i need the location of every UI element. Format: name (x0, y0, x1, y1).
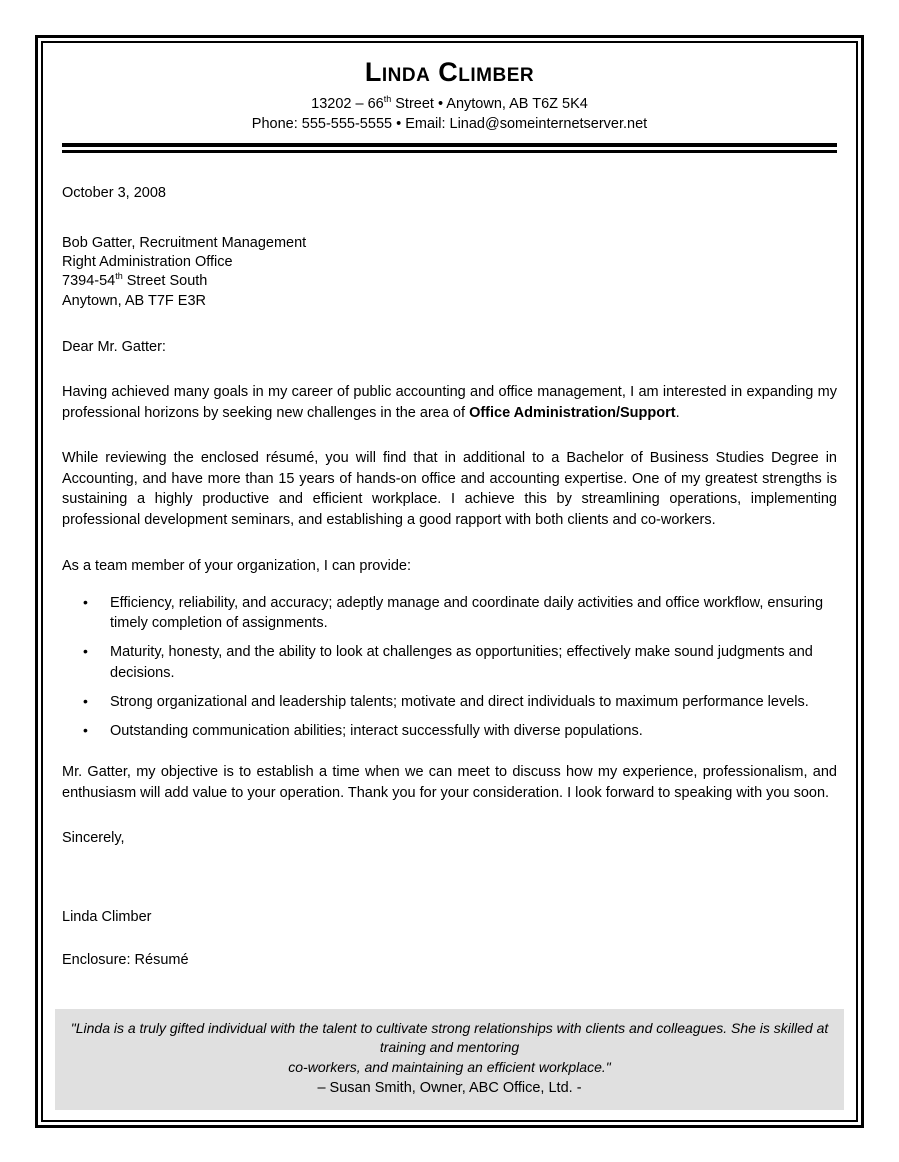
bullet-icon: • (83, 643, 88, 660)
letter-body (46, 183, 853, 971)
testimonial-quote-line-2: co-workers, and maintaining an efficient workplace." (288, 1059, 611, 1076)
paragraph-opening (62, 382, 837, 423)
complimentary-close: Sincerely, (62, 829, 125, 846)
bullet-icon: • (83, 593, 88, 610)
recipient-name-title: Bob Gatter, Recruitment Management (62, 235, 307, 252)
list-item (62, 642, 837, 683)
letter-date: October 3, 2008 (62, 184, 166, 201)
letterhead-divider (62, 143, 837, 153)
paragraph-closing: Mr. Gatter, my objective is to establish a time when we can meet to discuss how my experience, professionalism, and enthusiasm will add value to your operation. Thank you for your consideration. I look forward to speaking with you soon. (62, 764, 837, 802)
salutation: Dear Mr. Gatter: (62, 338, 166, 355)
bullet-icon: • (83, 722, 88, 739)
bullet-list-lead-in: As a team member of your organization, I can provide: (62, 558, 411, 575)
address-street-number: 13202 – 66 (311, 95, 384, 112)
list-item-text: Strong organizational and leadership talents; motivate and direct individuals to maximum performance levels. (110, 693, 809, 710)
list-item (62, 593, 837, 634)
enclosure-note: Enclosure: Résumé (62, 952, 189, 969)
letterhead (46, 46, 853, 135)
paragraph-qualifications: While reviewing the enclosed résumé, you will find that in additional to a Bachelor of Business Studies Degree in Accounting, and have more than 15 years of hands-on office and accounting expertise. One of my greatest strengths is sustaining a highly productive and efficient workplace. I achieve this by streamlining operations, implementing professional development seminars, and establishing a good rapport with both clients and co-workers. (62, 450, 837, 528)
list-item-text: Outstanding communication abilities; interact successfully with diverse populations. (110, 723, 643, 740)
list-item-text: Maturity, honesty, and the ability to look at challenges as opportunities; effectively make sound judgments and decisions. (110, 644, 813, 681)
recipient-organization: Right Administration Office (62, 254, 233, 271)
bullet-icon: • (83, 692, 88, 709)
letterhead-contact-line: Phone: 555-555-5555 • Email: Linad@someinternetserver.net (251, 116, 648, 133)
address-ordinal-suffix: th (383, 93, 392, 104)
page-title: Linda Climber (364, 57, 535, 87)
address-remainder: Street • Anytown, AB T6Z 5K4 (391, 95, 588, 112)
signature-name: Linda Climber (62, 908, 152, 925)
divider-rule-thin (62, 150, 837, 153)
list-item (62, 692, 837, 712)
paragraph-opening-text-before: Having achieved many goals in my career of public accounting and office management, I am interested in expanding my professional horizons by seeking new challenges in the area of (62, 383, 837, 421)
recipient-ordinal-suffix: th (115, 271, 123, 282)
list-item-text: Efficiency, reliability, and accuracy; adeptly manage and coordinate daily activities and office workflow, ensuring timely completion of assignments. (110, 594, 824, 631)
recipient-street-remainder: Street South (122, 273, 208, 290)
qualifications-bullet-list (62, 593, 837, 742)
recipient-city-line: Anytown, AB T7F E3R (62, 292, 206, 309)
testimonial-quote-line-1: "Linda is a truly gifted individual with the talent to cultivate strong relationships with clients and colleagues. She is skilled at training and mentoring (70, 1019, 829, 1056)
recipient-address-block (62, 234, 837, 311)
recipient-street-number: 7394-54 (62, 273, 116, 290)
paragraph-opening-text-after: . (675, 404, 680, 421)
testimonial-box (55, 1009, 844, 1110)
letterhead-address-line (46, 94, 853, 115)
paragraph-opening-emphasis: Office Administration/Support (469, 404, 676, 421)
letter-sheet (46, 46, 853, 1117)
list-item (62, 721, 837, 741)
testimonial-attribution: – Susan Smith, Owner, ABC Office, Ltd. - (317, 1080, 582, 1097)
recipient-street (62, 272, 837, 291)
